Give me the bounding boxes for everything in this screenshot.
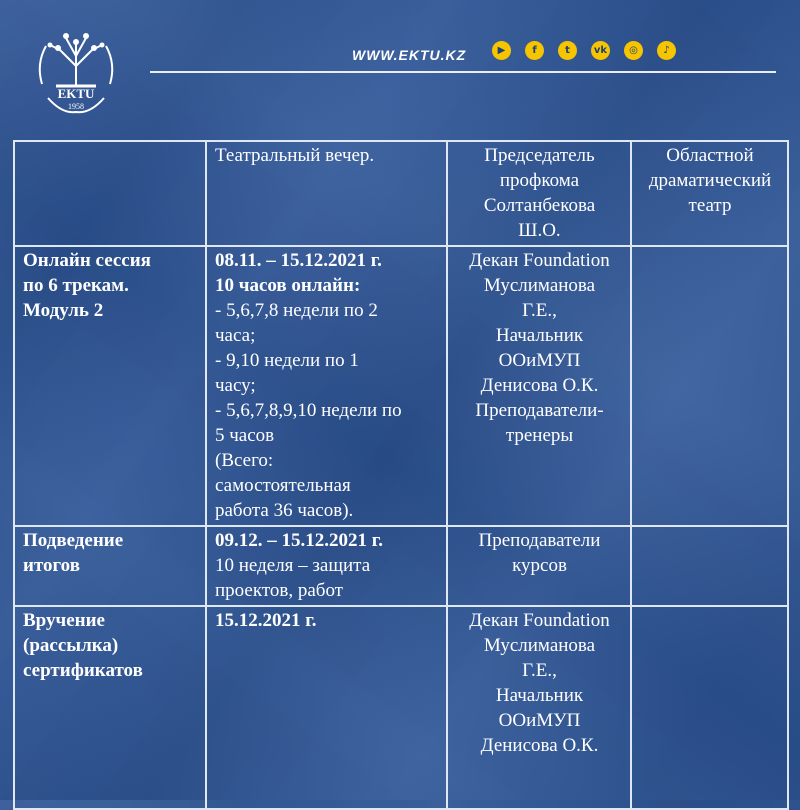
cell-line: 10 неделя – защита bbox=[215, 555, 371, 576]
cell-line: Декан Foundation bbox=[469, 610, 610, 631]
schedule-table bbox=[13, 140, 789, 810]
location-cell bbox=[631, 526, 788, 606]
instagram-icon[interactable]: ◎ bbox=[624, 41, 643, 60]
cell-line: курсов bbox=[512, 555, 567, 576]
location-cell bbox=[631, 606, 788, 809]
cell-line: тренеры bbox=[505, 425, 574, 446]
activity-cell bbox=[14, 141, 206, 246]
responsible-cell bbox=[447, 141, 631, 246]
cell-line: ООиМУП bbox=[498, 350, 581, 371]
logo-year: 1958 bbox=[68, 102, 84, 111]
youtube-icon[interactable]: ▶ bbox=[492, 41, 511, 60]
cell-line: 10 часов онлайн: bbox=[215, 275, 361, 296]
cell-line: по 6 трекам. bbox=[23, 275, 129, 296]
cell-line: драматический bbox=[648, 170, 772, 191]
responsible-cell bbox=[447, 606, 631, 809]
cell-line: самостоятельная bbox=[215, 475, 351, 496]
cell-line: Муслиманова bbox=[483, 275, 596, 296]
cell-line: Денисова О.К. bbox=[480, 735, 599, 756]
website-link[interactable]: WWW.EKTU.KZ bbox=[352, 47, 467, 63]
responsible-cell bbox=[447, 526, 631, 606]
cell-line: - 9,10 недели по 1 bbox=[215, 350, 359, 371]
cell-line: Начальник bbox=[495, 325, 584, 346]
table-row bbox=[14, 606, 788, 809]
vk-icon[interactable]: vk bbox=[591, 41, 610, 60]
ektu-logo bbox=[22, 14, 130, 122]
cell-line: профкома bbox=[499, 170, 580, 191]
cell-line: Театральный вечер. bbox=[215, 145, 375, 166]
social-icons bbox=[492, 41, 676, 60]
table-row bbox=[14, 246, 788, 526]
cell-line: Денисова О.К. bbox=[480, 375, 599, 396]
table-row bbox=[14, 141, 788, 246]
cell-line: Областной bbox=[666, 145, 754, 166]
cell-line: Г.Е., bbox=[522, 660, 557, 681]
cell-line: 5 часов bbox=[215, 425, 275, 446]
cell-line: Преподаватели bbox=[478, 530, 601, 551]
cell-line: работа 36 часов). bbox=[215, 500, 354, 521]
cell-line: (Всего: bbox=[215, 450, 274, 471]
cell-line: сертификатов bbox=[23, 660, 143, 681]
logo-name: EKTU bbox=[57, 86, 95, 101]
cell-line: итогов bbox=[23, 555, 80, 576]
activity-cell bbox=[14, 526, 206, 606]
table-row bbox=[14, 526, 788, 606]
cell-line: 08.11. – 15.12.2021 г. bbox=[215, 250, 382, 271]
cell-line: Подведение bbox=[23, 530, 124, 551]
cell-line: 15.12.2021 г. bbox=[215, 610, 317, 631]
header-divider bbox=[150, 71, 776, 73]
activity-cell bbox=[14, 606, 206, 809]
dates-cell bbox=[206, 246, 447, 526]
cell-line: часу; bbox=[215, 375, 256, 396]
cell-line: - 5,6,7,8 недели по 2 bbox=[215, 300, 378, 321]
cell-line: Солтанбекова bbox=[483, 195, 596, 216]
dates-cell bbox=[206, 526, 447, 606]
cell-line: (рассылка) bbox=[23, 635, 119, 656]
cell-line: Ш.О. bbox=[518, 220, 561, 241]
cell-line: Онлайн сессия bbox=[23, 250, 151, 271]
cell-line: Начальник bbox=[495, 685, 584, 706]
cell-line: Вручение bbox=[23, 610, 105, 631]
cell-line: ООиМУП bbox=[498, 710, 581, 731]
cell-line: Модуль 2 bbox=[23, 300, 104, 321]
location-cell bbox=[631, 246, 788, 526]
cell-line: театр bbox=[688, 195, 732, 216]
cell-line: Декан Foundation bbox=[469, 250, 610, 271]
dates-cell bbox=[206, 606, 447, 809]
cell-line: Муслиманова bbox=[483, 635, 596, 656]
dates-cell bbox=[206, 141, 447, 246]
cell-line: - 5,6,7,8,9,10 недели по bbox=[215, 400, 402, 421]
cell-line: Г.Е., bbox=[522, 300, 557, 321]
cell-line: Преподаватели- bbox=[475, 400, 604, 421]
tiktok-icon[interactable]: ♪ bbox=[657, 41, 676, 60]
cell-line: Председатель bbox=[484, 145, 595, 166]
twitter-icon[interactable]: t bbox=[558, 41, 577, 60]
responsible-cell bbox=[447, 246, 631, 526]
activity-cell bbox=[14, 246, 206, 526]
cell-line: проектов, работ bbox=[215, 580, 343, 601]
cell-line: 09.12. – 15.12.2021 г. bbox=[215, 530, 383, 551]
location-cell bbox=[631, 141, 788, 246]
facebook-icon[interactable]: f bbox=[525, 41, 544, 60]
cell-line: часа; bbox=[215, 325, 256, 346]
